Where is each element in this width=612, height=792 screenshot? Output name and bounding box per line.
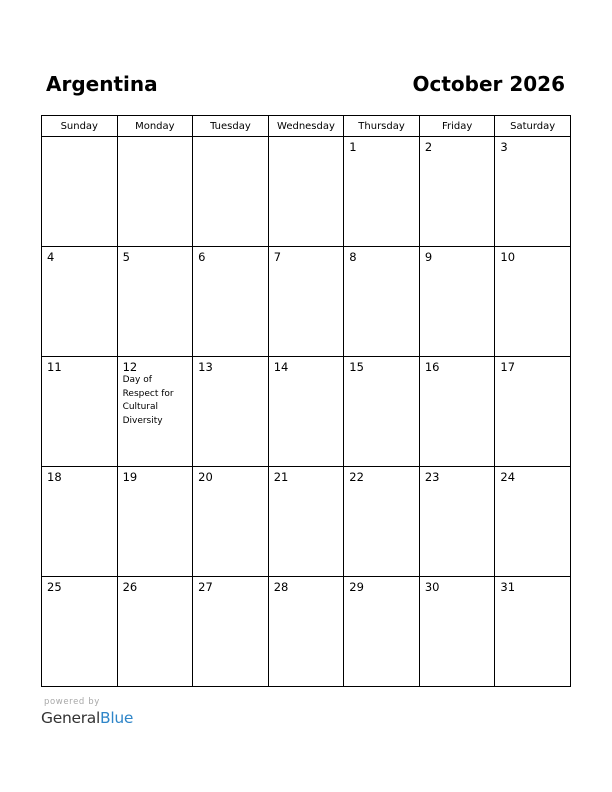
brand-general-text: General	[41, 709, 100, 727]
week-row	[42, 467, 571, 577]
day-number: 1	[349, 140, 357, 154]
day-cell	[495, 577, 571, 687]
day-cell	[344, 467, 420, 577]
day-cell	[344, 357, 420, 467]
week-row	[42, 137, 571, 247]
empty-day-cell	[193, 137, 269, 247]
holiday-label: Diversity	[122, 415, 163, 426]
day-cell	[419, 137, 495, 247]
day-number: 15	[349, 360, 364, 374]
day-number: 27	[198, 580, 213, 594]
weekday-thursday: Thursday	[344, 116, 420, 137]
holiday-label: Day of	[122, 375, 152, 385]
day-number: 8	[349, 250, 357, 264]
day-number: 25	[47, 580, 62, 594]
day-cell	[268, 357, 344, 467]
day-number: 7	[273, 250, 282, 264]
week-row	[42, 357, 571, 467]
weekday-friday: Friday	[419, 116, 495, 137]
day-cell	[193, 577, 269, 687]
day-number: 16	[424, 360, 440, 374]
month-year-title: October 2026	[412, 72, 565, 96]
day-number: 20	[198, 470, 213, 484]
weekday-saturday: Saturday	[495, 116, 571, 137]
country-title: Argentina	[46, 72, 158, 96]
day-cell	[193, 247, 269, 357]
day-cell	[419, 357, 495, 467]
day-number	[269, 137, 344, 140]
day-cell	[42, 467, 118, 577]
day-cell	[495, 467, 571, 577]
day-number: 12	[122, 360, 138, 374]
day-cell	[117, 577, 193, 687]
day-number: 18	[47, 470, 62, 484]
day-number: 26	[122, 580, 138, 594]
day-cell	[419, 467, 495, 577]
day-cell	[268, 467, 344, 577]
day-cell	[495, 137, 571, 247]
calendar-body	[42, 137, 571, 687]
day-cell	[117, 357, 193, 467]
day-number	[193, 137, 268, 140]
day-number: 29	[349, 580, 364, 594]
day-number: 31	[500, 580, 516, 594]
brand-blue-text: Blue	[99, 709, 134, 727]
day-cell	[42, 247, 118, 357]
day-cell	[268, 577, 344, 687]
empty-day-cell	[268, 137, 344, 247]
day-number: 5	[122, 250, 130, 264]
weekday-wednesday: Wednesday	[268, 116, 344, 137]
day-cell	[268, 247, 344, 357]
day-number: 30	[424, 580, 440, 594]
day-cell	[193, 467, 269, 577]
day-cell	[42, 357, 118, 467]
day-cell	[344, 247, 420, 357]
day-number: 24	[500, 470, 516, 484]
day-number: 11	[47, 360, 62, 374]
day-cell	[419, 247, 495, 357]
day-number	[42, 137, 117, 140]
day-cell	[344, 137, 420, 247]
day-number	[118, 137, 193, 140]
day-number: 21	[273, 470, 289, 484]
calendar-grid	[41, 115, 571, 687]
day-number: 10	[500, 250, 516, 264]
weekday-monday: Monday	[117, 116, 193, 137]
week-row	[42, 577, 571, 687]
empty-day-cell	[117, 137, 193, 247]
generalblue-logo[interactable]	[41, 708, 133, 728]
day-number: 2	[424, 140, 433, 154]
day-number: 3	[500, 140, 508, 154]
day-number: 6	[198, 250, 206, 264]
day-cell	[193, 357, 269, 467]
weekday-tuesday: Tuesday	[193, 116, 269, 137]
day-number: 17	[500, 360, 516, 374]
day-cell	[495, 247, 571, 357]
day-number: 22	[349, 470, 364, 484]
day-number: 4	[47, 250, 55, 264]
powered-by-label: powered by	[44, 697, 100, 707]
day-cell	[117, 247, 193, 357]
day-number: 28	[273, 580, 289, 594]
day-cell	[344, 577, 420, 687]
day-cell	[42, 577, 118, 687]
holiday-label: Respect for	[122, 388, 174, 399]
empty-day-cell	[42, 137, 118, 247]
day-cell	[117, 467, 193, 577]
weekday-sunday: Sunday	[42, 116, 118, 137]
day-number: 13	[198, 360, 213, 374]
day-number: 23	[424, 470, 440, 484]
day-number: 14	[273, 360, 289, 374]
day-number: 19	[122, 470, 138, 484]
week-row	[42, 247, 571, 357]
holiday-label: Cultural	[122, 402, 158, 412]
day-number: 9	[424, 250, 433, 264]
weekday-header-row	[42, 116, 571, 137]
day-cell	[419, 577, 495, 687]
day-cell	[495, 357, 571, 467]
